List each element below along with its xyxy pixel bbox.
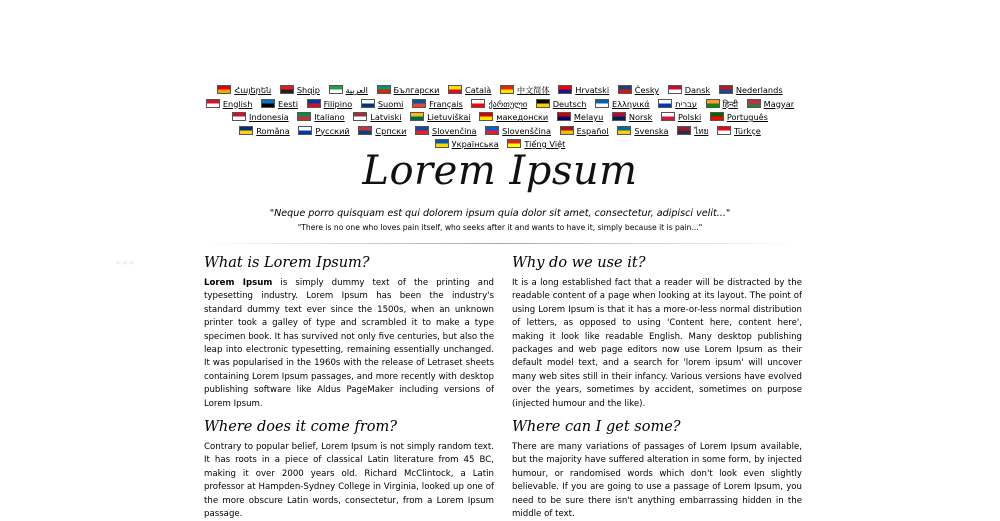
- flag-icon: [661, 112, 675, 121]
- flag-icon: [536, 99, 550, 108]
- language-label: English: [222, 98, 253, 109]
- language-link[interactable]: [232, 111, 289, 125]
- section-body: [204, 277, 494, 411]
- language-label: Indonesia: [249, 112, 289, 122]
- language-link[interactable]: [485, 125, 551, 139]
- language-label: македонски: [496, 112, 549, 122]
- section-what-is: [204, 255, 494, 411]
- language-label: Ελληνικά: [612, 98, 650, 109]
- flag-icon: [560, 126, 574, 135]
- flag-icon: [410, 112, 424, 121]
- flag-icon: [479, 112, 493, 121]
- language-label: Français: [429, 98, 463, 109]
- language-link[interactable]: [471, 98, 527, 112]
- language-link[interactable]: [557, 111, 603, 125]
- language-selector: [200, 84, 800, 152]
- section-heading: Where can I get some?: [512, 419, 681, 435]
- language-link[interactable]: [536, 98, 587, 112]
- flag-icon: [717, 126, 731, 135]
- language-link[interactable]: [239, 125, 290, 139]
- section-body: Contrary to popular belief, Lorem Ipsum is not simply random text. It has roots in a piece of classical Latin literature from 45 BC, making it over 2000 years old. Richard McClintock, a Latin professor at Hampden-Sydney College in Virginia, looked up one of the more obscure Latin words, consectetur, from a Lorem Ipsum passage.: [204, 442, 494, 520]
- language-label: Eesti: [278, 98, 298, 109]
- flag-icon: [668, 85, 682, 94]
- language-link[interactable]: [612, 111, 653, 125]
- flag-icon: [612, 112, 626, 121]
- flag-icon: [558, 85, 572, 94]
- language-label: Svenska: [634, 125, 669, 136]
- language-link[interactable]: [500, 84, 550, 98]
- flag-icon: [415, 126, 429, 135]
- language-link[interactable]: [661, 111, 701, 125]
- flag-icon: [485, 126, 499, 135]
- language-link[interactable]: [706, 98, 738, 112]
- flag-icon: [706, 99, 720, 108]
- language-label: Italiano: [314, 112, 345, 122]
- language-label: Magyar: [763, 98, 795, 109]
- flag-icon: [239, 126, 253, 135]
- language-link[interactable]: [677, 125, 708, 139]
- flag-icon: [353, 112, 367, 121]
- language-label: ไทย: [694, 125, 709, 136]
- flag-icon: [677, 126, 691, 135]
- flag-icon: [557, 112, 571, 121]
- language-label: Česky: [634, 85, 660, 95]
- language-label: Melayu: [573, 112, 604, 122]
- language-link[interactable]: [329, 84, 368, 98]
- language-link[interactable]: [668, 84, 711, 98]
- language-link[interactable]: [479, 111, 548, 125]
- flag-icon: [280, 85, 294, 94]
- language-label: Dansk: [684, 85, 711, 95]
- page-title: Lorem Ipsum: [362, 148, 638, 194]
- language-label: Slovenščina: [502, 125, 551, 136]
- flag-icon: [719, 85, 733, 94]
- flag-icon: [307, 99, 321, 108]
- flag-icon: [206, 99, 220, 108]
- flag-icon: [297, 112, 311, 121]
- language-label: Català: [465, 85, 492, 95]
- flag-icon: [448, 85, 462, 94]
- language-link[interactable]: [358, 125, 406, 139]
- flag-icon: [329, 85, 343, 94]
- language-link[interactable]: [560, 125, 609, 139]
- language-label: Deutsch: [552, 98, 587, 109]
- language-label: Tiếng Việt: [524, 139, 566, 149]
- language-label: Lietuviškai: [427, 112, 471, 122]
- section-text: is simply dummy text of the printing and typesetting industry. Lorem Ipsum has been the industry's standard dummy text ever since the 1500s, when an unknown printer took a galley of type and scrambled it to make a type specimen book. It has survived not only five centuries, but also the leap into electronic typesetting, remaining essentially unchanged. It was popularised in the 1960s with the release of Letraset sheets containing Lorem Ipsum passages, and more recently with desktop publishing software like Aldus PageMaker including versions of Lorem Ipsum.: [204, 278, 494, 409]
- language-label: Hrvatski: [575, 85, 610, 95]
- language-link[interactable]: [710, 111, 768, 125]
- language-label: ქართული: [488, 98, 528, 109]
- language-link[interactable]: [361, 98, 404, 112]
- language-label: العربية: [345, 85, 368, 95]
- language-link[interactable]: [297, 111, 344, 125]
- section-why-use: [512, 255, 802, 411]
- language-link[interactable]: [617, 125, 668, 139]
- language-link[interactable]: [448, 84, 491, 98]
- section-where-get: [512, 419, 802, 521]
- flag-icon: [507, 139, 521, 148]
- language-link[interactable]: [280, 84, 320, 98]
- language-link[interactable]: [658, 98, 697, 112]
- flag-icon: [217, 85, 231, 94]
- language-link[interactable]: [298, 125, 349, 139]
- language-label: Українська: [451, 139, 499, 149]
- language-label: עברית: [675, 98, 697, 109]
- language-label: Latviski: [370, 112, 402, 122]
- language-link[interactable]: [353, 111, 401, 125]
- flag-icon: [377, 85, 391, 94]
- header-divider: [205, 243, 795, 244]
- language-label: Türkçe: [734, 125, 761, 136]
- language-label: Pyccкий: [315, 125, 350, 136]
- language-link[interactable]: [412, 98, 463, 112]
- language-link[interactable]: [307, 98, 353, 112]
- language-link[interactable]: [717, 125, 761, 139]
- language-label: Nederlands: [735, 85, 783, 95]
- flag-icon: [298, 126, 312, 135]
- section-heading: Where does it come from?: [204, 419, 398, 435]
- language-link[interactable]: [217, 84, 271, 98]
- section-where-from: [204, 419, 494, 521]
- language-label: Suomi: [377, 98, 404, 109]
- language-link[interactable]: [377, 84, 440, 98]
- language-label: Português: [726, 112, 768, 122]
- language-link[interactable]: [261, 98, 298, 112]
- language-link[interactable]: [747, 98, 795, 112]
- section-heading: What is Lorem Ipsum?: [204, 255, 370, 271]
- quote-translation: "There is no one who loves pain itself, who seeks after it and wants to have it, simply because it is pain...": [297, 223, 703, 232]
- flag-icon: [232, 112, 246, 121]
- flag-icon: [361, 99, 375, 108]
- language-link[interactable]: [410, 111, 471, 125]
- language-label: Српски: [375, 125, 407, 136]
- language-label: Shqip: [296, 85, 320, 95]
- lead-term: Lorem Ipsum: [204, 278, 273, 288]
- language-label: Româna: [256, 125, 290, 136]
- language-label: Polski: [678, 112, 702, 122]
- section-body: It is a long established fact that a reader will be distracted by the readable content of a page when looking at its layout. The point of using Lorem Ipsum is that it has a more-or-less normal distribution of letters, as opposed to using 'Content here, content here', making it look like readable English. Many desktop publishing packages and web page editors now use Lorem Ipsum as their default model text, and a search for 'lorem ipsum' will uncover many web sites still in their infancy. Various versions have evolved over the years, sometimes by accident, sometimes on purpose (injected humour and the like).: [512, 278, 802, 409]
- language-link[interactable]: [558, 84, 609, 98]
- language-label: Հայերեն: [234, 85, 272, 95]
- language-link[interactable]: [618, 84, 659, 98]
- flag-icon: [261, 99, 275, 108]
- flag-icon: [435, 139, 449, 148]
- language-label: Slovenčina: [432, 125, 477, 136]
- flag-icon: [618, 85, 632, 94]
- language-label: Norsk: [628, 112, 653, 122]
- language-label: Български: [393, 85, 440, 95]
- faded-arrows-text: <<<: [115, 258, 136, 267]
- flag-icon: [500, 85, 514, 94]
- flag-icon: [710, 112, 724, 121]
- language-label: 中文简体: [516, 85, 550, 95]
- language-link[interactable]: [719, 84, 783, 98]
- language-link[interactable]: [595, 98, 650, 112]
- flag-icon: [747, 99, 761, 108]
- language-link[interactable]: [206, 98, 253, 112]
- flag-icon: [595, 99, 609, 108]
- language-label: हिन्दी: [722, 98, 739, 109]
- latin-quote: "Neque porro quisquam est qui dolorem ipsum quia dolor sit amet, consectetur, adipisci velit...": [269, 208, 731, 219]
- flag-icon: [412, 99, 426, 108]
- language-link[interactable]: [415, 125, 477, 139]
- section-heading: Why do we use it?: [512, 255, 646, 271]
- flag-icon: [658, 99, 672, 108]
- flag-icon: [617, 126, 631, 135]
- language-label: Español: [576, 125, 609, 136]
- language-label: Filipino: [323, 98, 353, 109]
- section-body: There are many variations of passages of Lorem Ipsum available, but the majority have suffered alteration in some form, by injected humour, or randomised words which don't look even slightly believable. If you are going to use a passage of Lorem Ipsum, you need to be sure there isn't anything embarrassing hidden in the middle of text.: [512, 442, 802, 520]
- flag-icon: [471, 99, 485, 108]
- flag-icon: [358, 126, 372, 135]
